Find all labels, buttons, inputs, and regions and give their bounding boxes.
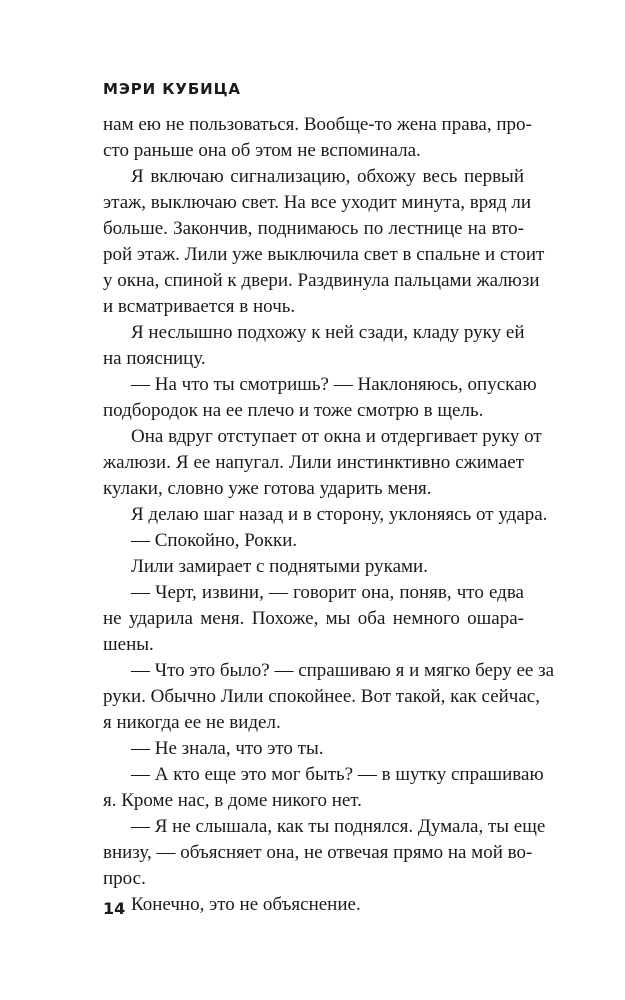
- text-line: — Не знала, что это ты.: [131, 738, 324, 759]
- text-line: нам ею не пользоваться. Вообще-то жена права, про-: [103, 114, 532, 135]
- text-line: у окна, спиной к двери. Раздвинула пальцами жалюзи: [103, 270, 540, 291]
- text-line: я никогда ее не видел.: [103, 712, 281, 733]
- text-line: Я неслышно подхожу к ней сзади, кладу руку ей: [131, 322, 525, 343]
- text-line: — А кто еще это мог быть? — в шутку спрашиваю: [131, 764, 544, 785]
- text-line: на поясницу.: [103, 348, 206, 369]
- text-line: подбородок на ее плечо и тоже смотрю в щель.: [103, 400, 484, 421]
- text-line: — Спокойно, Рокки.: [131, 530, 298, 551]
- text-line: — Я не слышала, как ты поднялся. Думала, ты еще: [131, 816, 546, 837]
- text-line: жалюзи. Я ее напугал. Лили инстинктивно сжимает: [103, 452, 524, 473]
- text-line: кулаки, словно уже готова ударить меня.: [103, 478, 432, 499]
- text-line: шены.: [103, 634, 154, 655]
- text-line: больше. Закончив, поднимаюсь по лестнице на вто-: [103, 218, 524, 239]
- running-head-author: МЭРИ КУБИЦА: [103, 80, 241, 98]
- text-line: — На что ты смотришь? — Наклоняюсь, опускаю: [131, 374, 537, 395]
- text-line: Лили замирает с поднятыми руками.: [131, 556, 428, 577]
- text-line: — Черт, извини, — говорит она, поняв, что едва: [131, 582, 524, 603]
- text-line: внизу, — объясняет она, не отвечая прямо на мой во-: [103, 842, 533, 863]
- text-line: и всматривается в ночь.: [103, 296, 296, 317]
- body-text: [103, 112, 555, 918]
- text-line: не ударила меня. Похоже, мы оба немного ошара-: [103, 608, 524, 629]
- text-line: этаж, выключаю свет. На все уходит минута, вряд ли: [103, 192, 532, 213]
- text-line: Я делаю шаг назад и в сторону, уклоняясь от удара.: [131, 504, 548, 525]
- text-line: сто раньше она об этом не вспоминала.: [103, 140, 421, 161]
- page-number: 14: [103, 899, 126, 918]
- text-line: руки. Обычно Лили спокойнее. Вот такой, как сейчас,: [103, 686, 540, 707]
- text-line: Она вдруг отступает от окна и отдергивает руку от: [131, 426, 542, 447]
- text-line: рой этаж. Лили уже выключила свет в спальне и стоит: [103, 244, 545, 265]
- text-line: прос.: [103, 868, 146, 889]
- text-line: — Что это было? — спрашиваю я и мягко беру ее за: [131, 660, 555, 681]
- text-line: Конечно, это не объяснение.: [131, 894, 361, 915]
- text-line: Я включаю сигнализацию, обхожу весь первый: [131, 166, 524, 187]
- text-line: я. Кроме нас, в доме никого нет.: [103, 790, 362, 811]
